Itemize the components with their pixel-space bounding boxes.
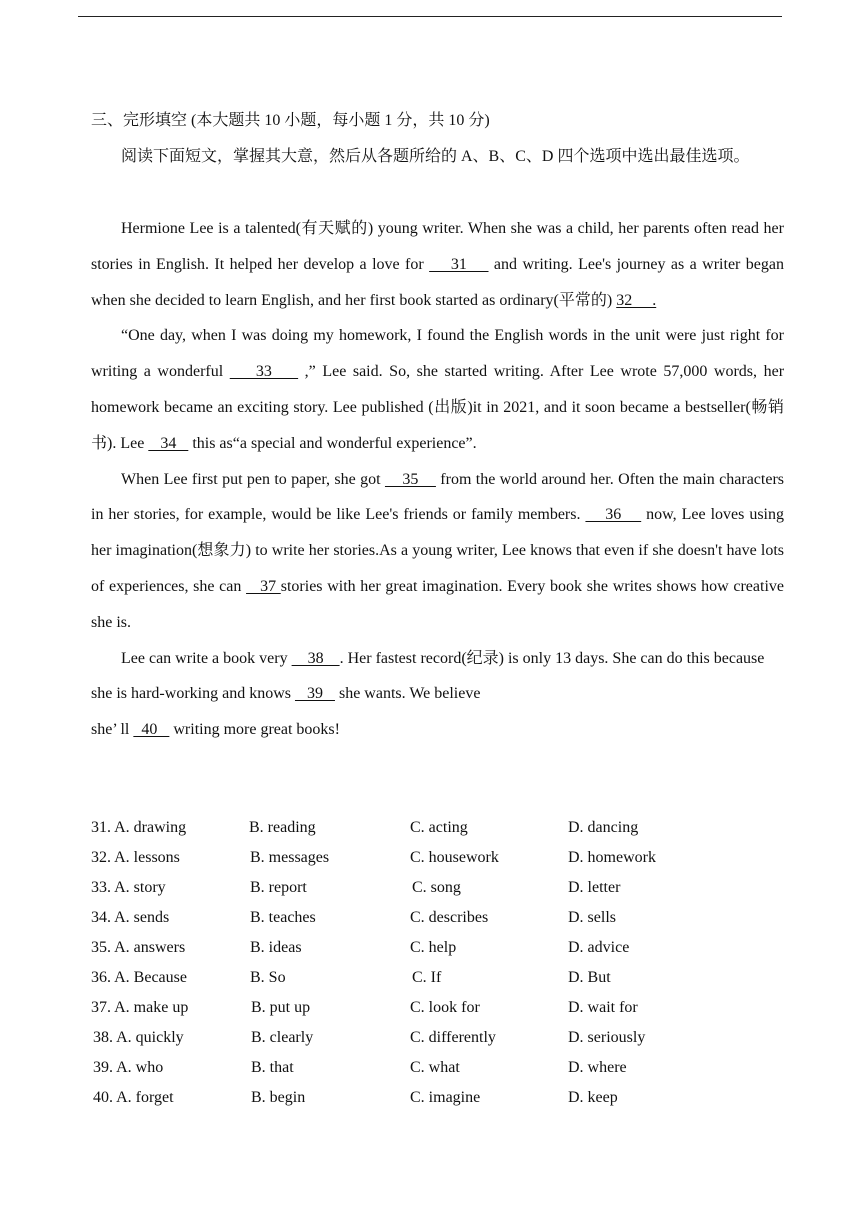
- option-a: 39. A. who: [93, 1059, 164, 1076]
- blank-37: 37: [246, 577, 281, 595]
- blank-38: 38: [291, 649, 340, 667]
- option-b: B. report: [250, 879, 307, 896]
- option-c: C. acting: [410, 819, 468, 836]
- passage-text: and writing. Lee's journey as a writer began when she decided to learn English, and her first book started as ordinary(平常的): [91, 255, 785, 309]
- option-a: 31. A. drawing: [91, 819, 187, 836]
- option-a: 40. A. forget: [93, 1089, 174, 1106]
- blank-33: 33: [229, 363, 299, 381]
- question-row-36: [91, 963, 784, 993]
- question-row-38: [91, 1023, 784, 1053]
- option-c: C. help: [410, 939, 457, 956]
- option-a: 34. A. sends: [91, 909, 170, 926]
- option-c: C. housework: [410, 849, 499, 866]
- option-d: D. seriously: [568, 1029, 646, 1046]
- question-row-40: [91, 1083, 784, 1113]
- option-a: 38. A. quickly: [93, 1029, 184, 1046]
- option-d: D. letter: [568, 879, 621, 896]
- passage-paragraph-5: [91, 712, 784, 748]
- option-c: C. imagine: [410, 1089, 481, 1106]
- option-c: C. song: [412, 879, 461, 896]
- option-b: B. teaches: [250, 909, 316, 926]
- answer-options: [91, 813, 784, 1113]
- option-d: D. advice: [568, 939, 630, 956]
- option-b: B. clearly: [251, 1029, 314, 1046]
- passage: [91, 211, 784, 748]
- option-b: B. that: [251, 1059, 294, 1076]
- passage-text: she wants. We believe: [334, 685, 481, 703]
- option-c: C. If: [412, 969, 442, 986]
- option-c: C. differently: [410, 1029, 496, 1046]
- passage-text: Hermione Lee is a talented(有天赋的) young writer. When she was a child, her parents often read her stories in English. It helped her develop a love for: [91, 220, 784, 273]
- option-d: D. keep: [568, 1089, 618, 1106]
- blank-31: 31: [429, 255, 489, 273]
- option-a: 33. A. story: [91, 879, 166, 896]
- header-rule: [78, 16, 782, 17]
- option-d: D. sells: [568, 909, 616, 926]
- option-c: C. look for: [410, 999, 480, 1016]
- question-row-39: [91, 1053, 784, 1083]
- blank-39: 39: [294, 685, 335, 703]
- option-d: D. wait for: [568, 999, 638, 1016]
- question-row-37: [91, 993, 784, 1023]
- passage-text: ,” Lee said. So, she started writing. After Lee wrote 57,000 words, her homework became an exciting story. Lee published (出版)it in 2021, and it soon became a bestseller(畅销书). Lee: [91, 363, 785, 452]
- option-a: 35. A. answers: [91, 939, 186, 956]
- passage-text: now, Lee loves using her imagination(想象力) to write her stories.As a young writer, Lee knows that even if she doesn't have lots of experiences, she can: [91, 506, 784, 595]
- question-row-32: [91, 843, 784, 873]
- passage-text: . Her fastest record(纪录) is only 13 days. She can do this because she is hard-working and knows: [91, 649, 765, 703]
- option-b: B. reading: [249, 819, 316, 836]
- option-b: B. put up: [251, 999, 311, 1016]
- option-a: 37. A. make up: [91, 999, 189, 1016]
- passage-text: Lee can write a book very: [121, 649, 292, 667]
- question-row-31: [91, 813, 784, 843]
- option-c: C. describes: [410, 909, 489, 926]
- passage-text: stories with her great imagination. Every book she writes shows how creative she is.: [91, 577, 785, 631]
- option-d: D. dancing: [568, 819, 639, 836]
- option-d: D. where: [568, 1059, 627, 1076]
- option-a: 36. A. Because: [91, 969, 187, 986]
- passage-paragraph-2: [91, 318, 784, 461]
- instruction-content: 阅读下面短文，掌握其大意，然后从各题所给的 A、B、C、D 四个选项中选出最佳选项。: [121, 148, 750, 165]
- passage-paragraph-1: [91, 211, 784, 318]
- option-b: B. ideas: [250, 939, 302, 956]
- passage-text: “One day, when I was doing my homework, I found the English words in the unit were just right for writing a wonderful: [91, 327, 784, 381]
- option-c: C. what: [410, 1059, 460, 1076]
- option-b: B. messages: [250, 849, 330, 866]
- option-a: 32. A. lessons: [91, 849, 180, 866]
- passage-paragraph-4: [91, 641, 784, 713]
- passage-text: writing more great books!: [169, 721, 340, 739]
- section-heading: 三、完形填空 (本大题共 10 小题，每小题 1 分，共 10 分): [91, 112, 490, 129]
- passage-text: this as“a special and wonderful experience”.: [188, 434, 477, 452]
- passage-text: from the world around her. Often the main characters in her stories, for example, would be like Lee's friends or family members.: [91, 470, 785, 524]
- question-row-33: [91, 873, 784, 903]
- option-b: B. So: [250, 969, 286, 986]
- passage-text: When Lee first put pen to paper, she got: [121, 470, 385, 488]
- blank-35: 35: [384, 470, 436, 488]
- question-row-35: [91, 933, 784, 963]
- instruction-text: [91, 141, 784, 172]
- blank-32: 32 .: [616, 291, 657, 309]
- option-d: D. homework: [568, 849, 656, 866]
- blank-34: 34: [148, 434, 189, 452]
- option-d: D. But: [568, 969, 611, 986]
- blank-40: 40: [133, 721, 170, 739]
- passage-paragraph-3: [91, 462, 784, 641]
- question-row-34: [91, 903, 784, 933]
- blank-36: 36: [585, 506, 642, 524]
- passage-text: she’ ll: [91, 721, 134, 739]
- option-b: B. begin: [251, 1089, 306, 1106]
